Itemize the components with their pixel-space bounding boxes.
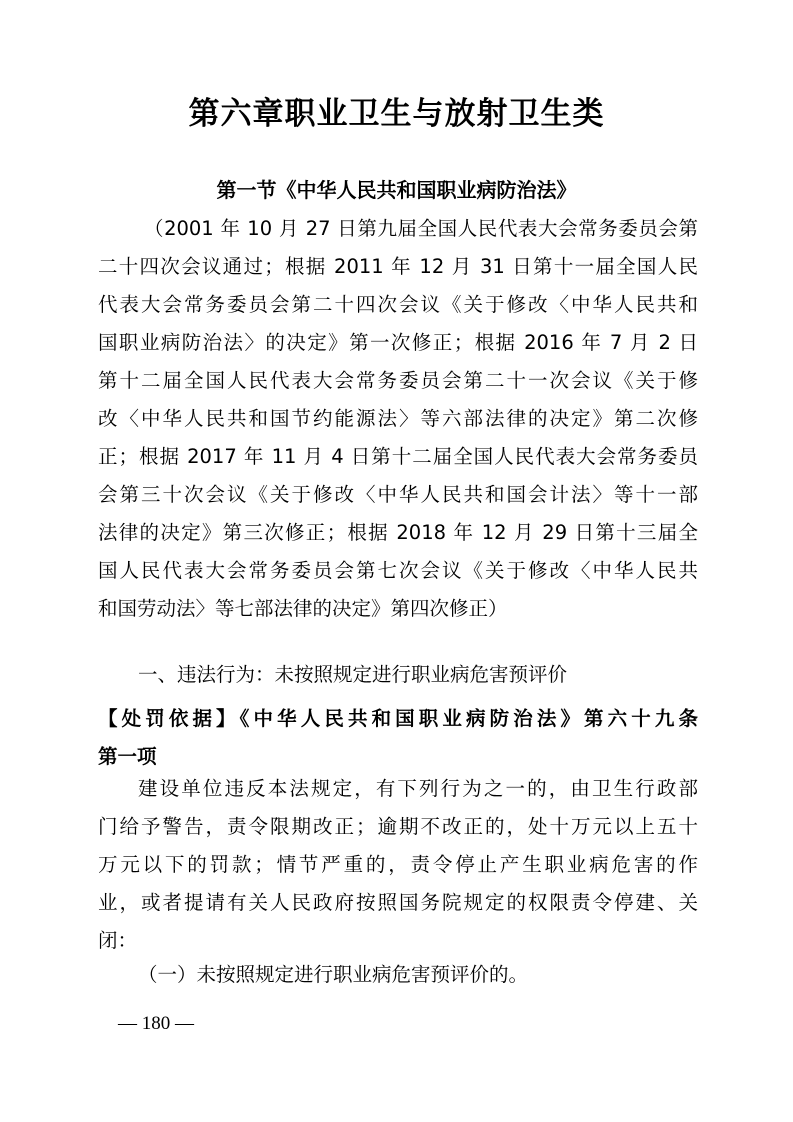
section-title: 第一节《中华人民共和国职业病防治法》 xyxy=(216,178,577,202)
history-line: 国职业病防治法〉的决定》第一次修正；根据 2016 年 7 月 2 日 xyxy=(98,331,698,354)
provision-text xyxy=(98,770,698,960)
history-line: （2001 年 10 月 27 日第九届全国人民代表大会常务委员会第 xyxy=(144,217,698,240)
history-line: 二十四次会议通过；根据 2011 年 12 月 31 日第十一届全国人民 xyxy=(98,255,698,278)
provision-line: 业，或者提请有关人民政府按照国务院规定的权限责令停建、关 xyxy=(98,891,698,914)
penalty-basis-line: 【处罚依据】《中华人民共和国职业病防治法》第六十九条 xyxy=(98,707,698,730)
history-line: 改〈中华人民共和国节约能源法〉等六部法律的决定》第二次修 xyxy=(98,407,698,430)
legislative-history xyxy=(98,210,698,628)
item-one: （一）未按照规定进行职业病危害预评价的。 xyxy=(138,963,529,986)
history-line: 代表大会常务委员会第二十四次会议《关于修改〈中华人民共和 xyxy=(98,293,698,316)
provision-line: 建设单位违反本法规定，有下列行为之一的，由卫生行政部 xyxy=(138,777,698,800)
violation-heading: 一、违法行为：未按照规定进行职业病危害预评价 xyxy=(138,663,568,686)
penalty-basis xyxy=(98,700,698,776)
penalty-basis-line: 第一项 xyxy=(98,745,157,768)
history-line: 第十二届全国人民代表大会常务委员会第二十一次会议《关于修 xyxy=(98,369,698,392)
page-number: — 180 — xyxy=(118,1013,194,1034)
provision-line: 万元以下的罚款；情节严重的，责令停止产生职业病危害的作 xyxy=(98,853,698,876)
history-line: 国人民代表大会常务委员会第七次会议《关于修改〈中华人民共 xyxy=(98,559,698,582)
history-line: 正；根据 2017 年 11 月 4 日第十二届全国人民代表大会常务委员 xyxy=(98,445,698,468)
history-line: 和国劳动法〉等七部法律的决定》第四次修正） xyxy=(98,597,508,620)
chapter-title: 第六章职业卫生与放射卫生类 xyxy=(188,96,605,132)
provision-line: 门给予警告，责令限期改正；逾期不改正的，处十万元以上五十 xyxy=(98,815,698,838)
history-line: 会第三十次会议《关于修改〈中华人民共和国会计法〉等十一部 xyxy=(98,483,698,506)
provision-line: 闭： xyxy=(98,929,138,952)
history-line: 法律的决定》第三次修正；根据 2018 年 12 月 29 日第十三届全 xyxy=(98,521,698,544)
